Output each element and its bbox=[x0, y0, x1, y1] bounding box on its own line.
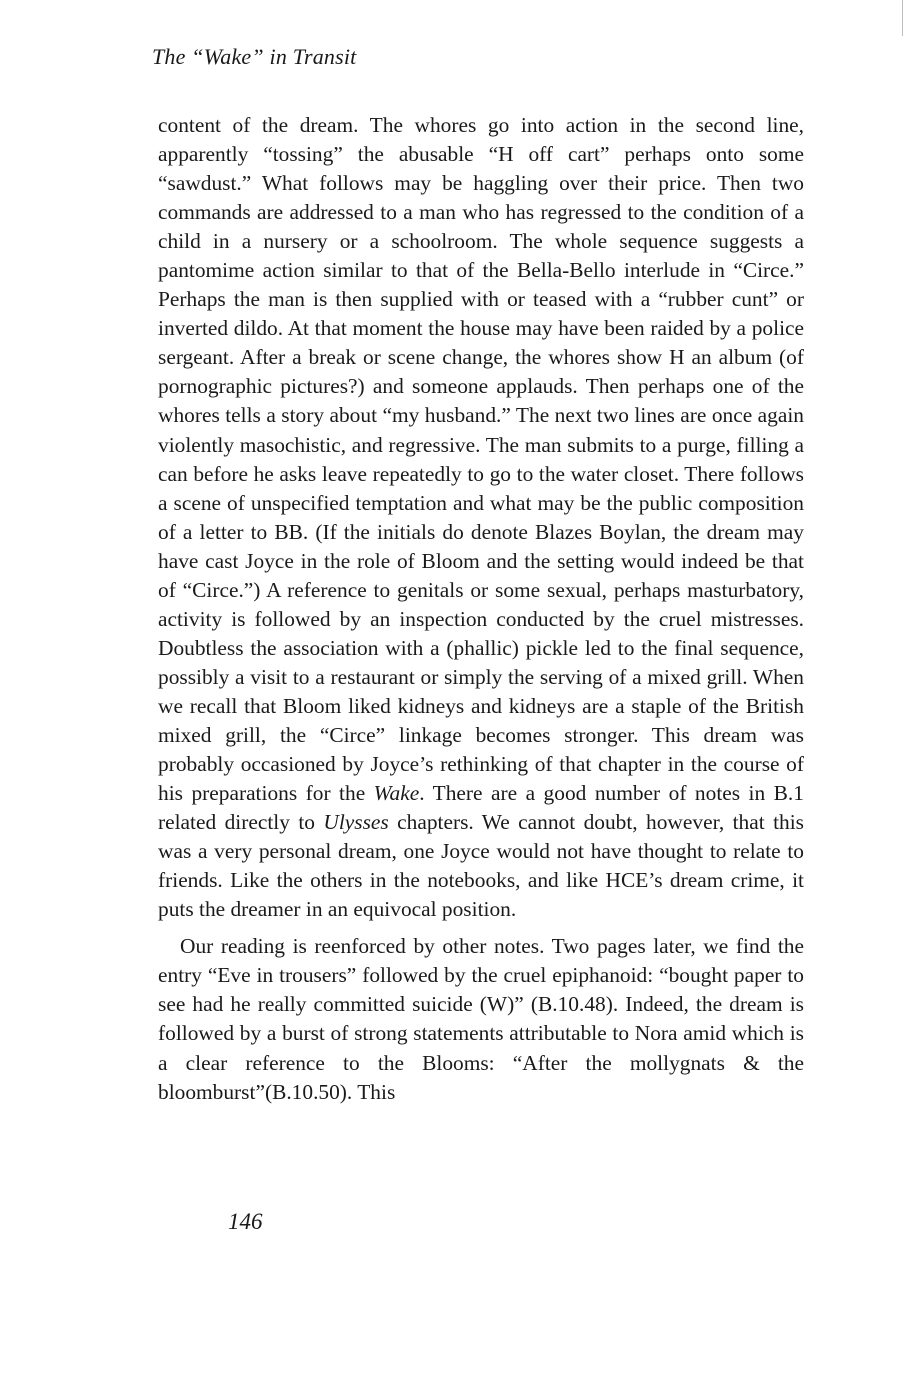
paragraph-1-middle: . There are a good number of notes in B.1 related directly to bbox=[158, 781, 804, 835]
running-head: The “Wake” in Transit bbox=[152, 44, 357, 69]
page-number: 146 bbox=[228, 1209, 263, 1234]
paragraph-2: Our reading is reenforced by other notes. Two pages later, we find the entry “Eve in trousers” followed by the cruel epiphanoid: “bought paper to see had he really committed suicide (W)” (B.10.48). Indeed, the dream is followed by a burst of strong statements attributable to Nora amid which is a clear reference to the Blooms: “After the mollygnats & the bloomburst”(B.10.50). This bbox=[158, 934, 804, 1104]
paragraph-1-text: content of the dream. The whores go into action in the second line, apparently “tossing” the abusable “H off cart” perhaps onto some “sawdust.” What follows may be haggling over their price. Then two commands are addressed to a man who has regressed to the condition of a child in a nursery or a schoolroom. The whole sequence suggests a pantomime action similar to that of the Bella-Bello interlude in “Circe.” Perhaps the man is then supplied with or teased with a “rubber cunt” or inverted dildo. At that moment the house may have been raided by a police sergeant. After a break or scene change, the whores show H an album (of pornographic pictures?) and someone applauds. Then perhaps one of the whores tells a story about “my husband.” The next two lines are once again violently masochistic, and regressive. The man submits to a purge, filling a can before he asks leave repeatedly to go to the water closet. There follows a scene of unspecified temptation and what may be the public composition of a letter to BB. (If the initials do denote Blazes Boylan, the dream may have cast Joyce in the role of Bloom and the setting would indeed be that of “Circe.”) A reference to genitals or some sexual, perhaps masturbatory, activity is followed by an inspection conducted by the cruel mistresses. Doubtless the association with a (phallic) pickle led to the final sequence, possibly a visit to a restaurant or simply the serving of a mixed grill. When we recall that Bloom liked kidneys and kidneys are a staple of the British mixed grill, the “Circe” linkage becomes stronger. This dream was probably occasioned by Joyce’s rethinking of that chapter in the course of his preparations for the bbox=[158, 113, 804, 806]
ulysses-title: Ulysses bbox=[323, 810, 389, 835]
page-edge-mark bbox=[902, 0, 903, 36]
paragraph-1 bbox=[158, 111, 804, 924]
wake-title: Wake bbox=[373, 781, 420, 806]
paragraph-1-end: chapters. We cannot doubt, however, that this was a very personal dream, one Joyce would not have thought to relate to friends. Like the others in the notebooks, and like HCE’s dream crime, it puts the dreamer in an equivocal position. bbox=[158, 810, 804, 922]
body-text bbox=[158, 111, 804, 1107]
